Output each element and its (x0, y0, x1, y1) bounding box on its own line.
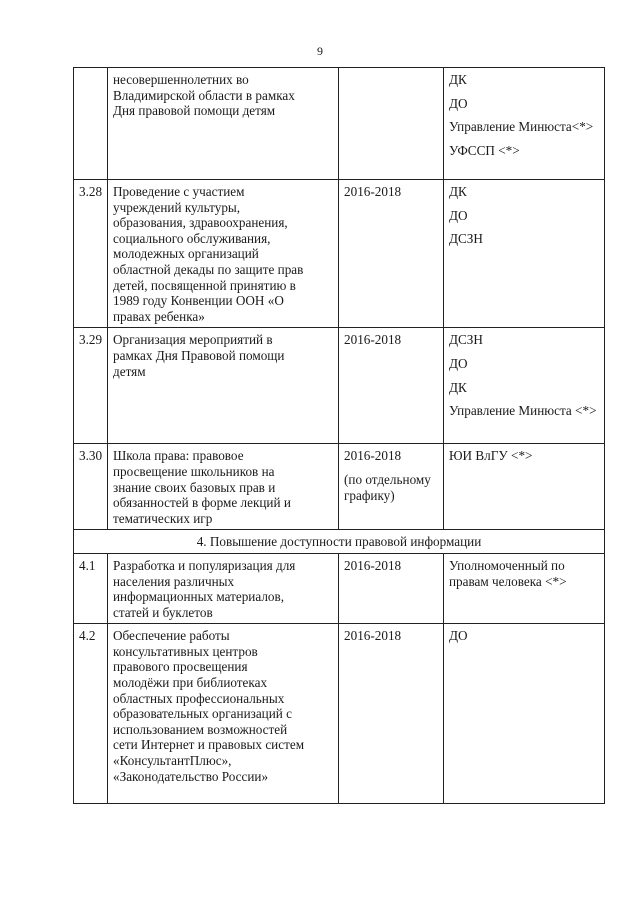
activity-line: «Законодательство России» (113, 768, 269, 784)
activity-line: образовательных организаций с (113, 706, 293, 722)
term-cell (339, 444, 444, 530)
activity-line: населения различных (113, 573, 235, 589)
plan-section-4-rows (74, 553, 605, 803)
activity-line: тематических игр (113, 510, 213, 526)
table-row (74, 68, 605, 180)
term-cell (339, 180, 444, 328)
table-row (74, 180, 605, 328)
item-number: 4.2 (74, 624, 108, 804)
term-value: 2016-2018 (344, 557, 402, 573)
activity-line: социального обслуживания, (113, 230, 271, 246)
activity-line: обязанностей в форме лекций и (113, 495, 291, 511)
activity-line: детям (113, 363, 146, 379)
term-value: 2016-2018 (344, 184, 402, 199)
activity-line: просвещение школьников на (113, 463, 275, 479)
term-cell (339, 553, 444, 623)
activity-line: областных профессиональных (113, 690, 285, 706)
activity-line: Владимирской области в рамках (113, 87, 295, 103)
activity-line: сети Интернет и правовых систем (113, 737, 305, 753)
activity-line: Школа права: правовое (113, 448, 244, 464)
activity-line: 1989 году Конвенции ООН «О (113, 293, 284, 309)
item-number: 4.1 (74, 553, 108, 623)
executor-item: ДК (449, 379, 467, 395)
executor-item: ДО (449, 628, 468, 644)
executor-item: УФССП <*> (449, 142, 520, 158)
activity-cell (108, 180, 339, 328)
page-number: 9 (317, 44, 323, 58)
activity-line: несовершеннолетних во (113, 72, 249, 87)
activity-line: использованием возможностей (113, 721, 288, 737)
term-value: 2016-2018 (344, 448, 402, 464)
executor-item: ДСЗН (449, 332, 483, 348)
activity-line: учреждений культуры, (113, 199, 241, 215)
table-row (74, 444, 605, 530)
item-number: 3.30 (74, 444, 108, 530)
activity-line: Дня правовой помощи детям (113, 103, 276, 119)
activity-cell (108, 444, 339, 530)
term-cell (339, 624, 444, 804)
activity-line: молодёжи при библиотеках (113, 675, 268, 691)
activity-line: правах ребенка» (113, 308, 205, 324)
executors-cell (444, 328, 605, 444)
action-plan-table (73, 67, 605, 804)
section-title: 4. Повышение доступности правовой информации (74, 530, 605, 554)
executor-item: Управление Минюста<*> (449, 119, 594, 135)
activity-line: образования, здравоохранения, (113, 215, 288, 231)
term-cell (339, 68, 444, 180)
executor-item: ДК (449, 72, 467, 87)
activity-line: «КонсультантПлюс», (113, 753, 232, 769)
activity-line: областной декады по защите прав (113, 261, 304, 277)
activity-cell (108, 624, 339, 804)
plan-section-4-header (74, 530, 605, 554)
activity-line: Проведение с участием (113, 184, 245, 199)
activity-line: Организация мероприятий в (113, 332, 273, 348)
activity-line: рамках Дня Правовой помощи (113, 347, 285, 363)
activity-line: Разработка и популяризация для (113, 557, 296, 573)
activity-cell (108, 328, 339, 444)
executor-item: Уполномоченный по правам человека <*> (449, 557, 567, 589)
executor-item: Управление Минюста <*> (449, 403, 597, 419)
executor-item: ДО (449, 95, 468, 111)
executor-item: ДК (449, 184, 467, 199)
activity-line: знание своих базовых прав и (113, 479, 276, 495)
activity-line: консультативных центров (113, 643, 258, 659)
executors-cell (444, 624, 605, 804)
item-number: 3.29 (74, 328, 108, 444)
executor-item: ДО (449, 355, 468, 371)
term-value: 2016-2018 (344, 332, 402, 348)
activity-cell (108, 68, 339, 180)
term-note: (по отдельному графику) (344, 471, 431, 503)
activity-line: молодежных организаций (113, 246, 259, 262)
activity-line: Обеспечение работы (113, 628, 230, 644)
executor-item: ДО (449, 207, 468, 223)
plan-section-3-rows (74, 68, 605, 530)
executor-item: ДСЗН (449, 231, 483, 247)
activity-line: правового просвещения (113, 659, 248, 675)
executors-cell (444, 180, 605, 328)
item-number: 3.28 (74, 180, 108, 328)
table-row (74, 553, 605, 623)
table-row (74, 624, 605, 804)
term-value: 2016-2018 (344, 628, 402, 644)
activity-line: информационных материалов, (113, 589, 285, 605)
activity-line: статей и буклетов (113, 604, 213, 620)
executors-cell (444, 444, 605, 530)
table-row (74, 328, 605, 444)
executors-cell (444, 553, 605, 623)
section-header-row (74, 530, 605, 554)
item-number (74, 68, 108, 180)
activity-line: детей, посвященной принятию в (113, 277, 296, 293)
executors-cell (444, 68, 605, 180)
executor-item: ЮИ ВлГУ <*> (449, 448, 533, 464)
activity-cell (108, 553, 339, 623)
term-cell (339, 328, 444, 444)
